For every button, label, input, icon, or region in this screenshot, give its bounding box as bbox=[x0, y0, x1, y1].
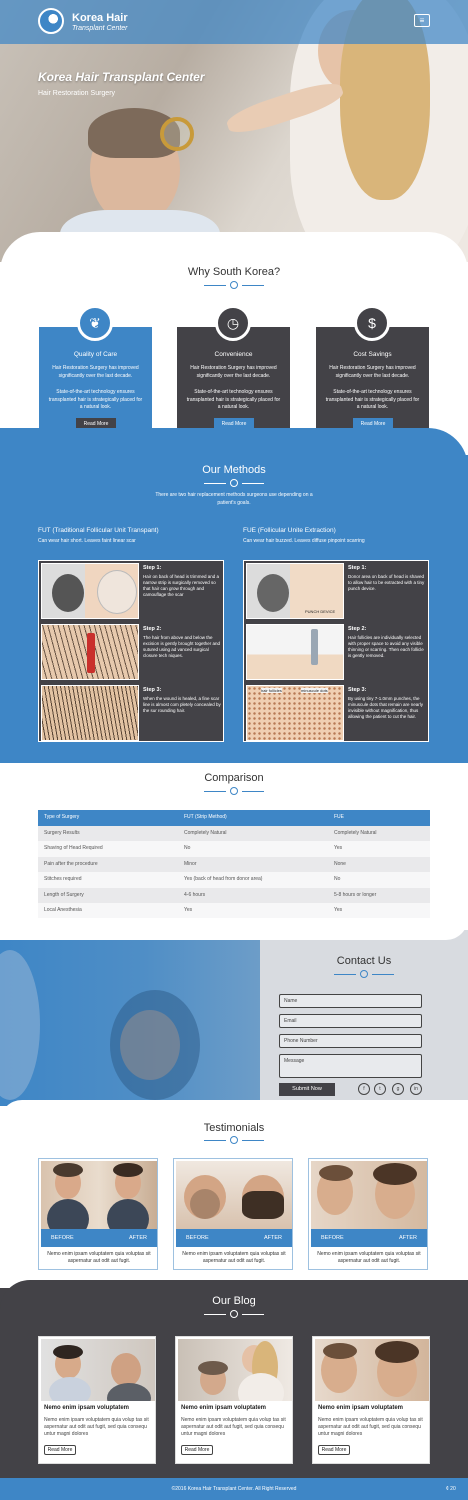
submit-button[interactable]: Submit Now bbox=[279, 1083, 335, 1096]
table-cell: Yes bbox=[334, 845, 343, 851]
fue-steps-box bbox=[243, 560, 429, 742]
testimonial-card bbox=[173, 1158, 293, 1270]
phone-field[interactable]: Phone Number bbox=[279, 1034, 422, 1048]
footer-page-indicator: ¢ 20 bbox=[446, 1486, 456, 1492]
card-quality-of-care bbox=[39, 315, 152, 437]
read-more-button[interactable]: Read More bbox=[353, 418, 393, 430]
title-ornament bbox=[204, 1310, 264, 1318]
fue-step-2-image bbox=[246, 624, 344, 680]
copyright-text: ©2016 Korea Hair Transplant Center. All Right Reserved bbox=[171, 1486, 297, 1492]
table-row bbox=[38, 826, 430, 842]
methods-intro: There are two hair replacement methods surgeons use depending on a patient's goals. bbox=[155, 492, 313, 506]
fut-step-2 bbox=[39, 622, 225, 682]
person-silhouette bbox=[0, 950, 40, 1100]
table-cell: No bbox=[334, 876, 341, 882]
after-label: AFTER bbox=[263, 1235, 282, 1241]
table-cell: Local Anesthesia bbox=[44, 907, 82, 913]
read-more-button[interactable]: Read More bbox=[76, 418, 116, 430]
blog-post-excerpt: Nemo enim ipsam voluptatem quia volup tas sit aspernatur aut odit aut fugit, sed quia consequ untur magni dolores bbox=[44, 1417, 149, 1437]
fut-subtitle: Can wear hair short. Leaves faint linear scar bbox=[38, 538, 136, 544]
comparison-table bbox=[38, 810, 430, 934]
blog-photo bbox=[41, 1339, 155, 1401]
table-row bbox=[38, 857, 430, 873]
before-after-photo bbox=[41, 1161, 157, 1229]
image-caption: hair follicles bbox=[261, 688, 282, 693]
fut-step-3-image bbox=[41, 685, 139, 741]
step-text: Hair on back of head is trimmed and a narrow strip is surgically removed so that hair can grow through and camouflage the scar bbox=[143, 574, 220, 597]
before-after-photo bbox=[311, 1161, 427, 1229]
card-text: Hair Restoration Surgery has improved significantly over the last decade. bbox=[52, 365, 139, 379]
google-plus-icon[interactable]: g bbox=[392, 1083, 404, 1095]
blog-photo bbox=[178, 1339, 292, 1401]
testimonial-card bbox=[38, 1158, 158, 1270]
table-cell: Stitches required bbox=[44, 876, 82, 882]
card-title: Cost Savings bbox=[353, 351, 392, 358]
email-field[interactable]: Email bbox=[279, 1014, 422, 1028]
table-cell: 5-8 hours or longer bbox=[334, 891, 377, 898]
table-header-cell: FUE bbox=[334, 814, 344, 820]
hands-plant-icon: ❦ bbox=[77, 305, 113, 341]
why-title: Why South Korea? bbox=[187, 266, 281, 278]
fue-subtitle: Can wear hair buzzed. Leaves diffuse pinpoint scarring bbox=[243, 538, 365, 544]
table-cell: Yes bbox=[184, 907, 193, 913]
step-text: By using tiny 7-1.0mm punches, the minuscule dots that remain are nearly invisible without magnification, thus allowing the patient to cut the hair. bbox=[348, 696, 424, 719]
hero-title: Korea Hair Transplant Center bbox=[38, 70, 205, 84]
fue-step-2 bbox=[244, 622, 430, 682]
blog-post-excerpt: Nemo enim ipsam voluptatem quia volup tas sit aspernatur aut odit aut fugit, sed quia consequ untur magni dolores bbox=[181, 1417, 286, 1437]
top-navbar bbox=[0, 0, 468, 44]
table-cell: Yes bbox=[334, 907, 343, 913]
title-ornament bbox=[204, 281, 264, 289]
step-label: Step 3: bbox=[143, 687, 162, 693]
methods-title: Our Methods bbox=[202, 464, 266, 476]
table-header-cell: Type of Surgery bbox=[44, 814, 80, 820]
card-title: Quality of Care bbox=[73, 351, 118, 358]
testimonial-text: Nemo enim ipsam voluptatem quia voluptas sit aspernatur aut odit aut fugit. bbox=[182, 1251, 286, 1264]
fue-title: FUE (Follicular Unite Extraction) bbox=[243, 527, 336, 534]
footer bbox=[0, 1478, 468, 1500]
read-more-button[interactable]: Read More bbox=[44, 1445, 76, 1455]
blog-post-title[interactable]: Nemo enim ipsam voluptatem bbox=[44, 1405, 130, 1411]
step-text: When the wound is healed, a fine scar line is almost com pletely concealed by the sur rounding hair. bbox=[143, 696, 221, 713]
facebook-icon[interactable]: f bbox=[358, 1083, 370, 1095]
after-label: AFTER bbox=[398, 1235, 417, 1241]
blog-card bbox=[38, 1336, 156, 1464]
title-ornament bbox=[204, 787, 264, 795]
blog-post-title[interactable]: Nemo enim ipsam voluptatem bbox=[181, 1405, 267, 1411]
fue-step-3 bbox=[244, 683, 430, 743]
section-curve bbox=[0, 1100, 468, 1122]
brand-tagline: Transplant Center bbox=[72, 25, 128, 32]
table-cell: No bbox=[184, 845, 191, 851]
image-caption: minuscule dots bbox=[301, 688, 328, 693]
step-label: Step 3: bbox=[348, 687, 367, 693]
fue-step-3-image bbox=[246, 685, 344, 741]
table-row bbox=[38, 841, 430, 857]
step-text: The hair from above and below the excision is gently brought together and sutured using ad vanced surgical closure tech niques. bbox=[143, 635, 221, 658]
twitter-icon[interactable]: t bbox=[374, 1083, 386, 1095]
title-ornament bbox=[204, 479, 264, 487]
linkedin-icon[interactable]: in bbox=[410, 1083, 422, 1095]
clock-icon: ◷ bbox=[215, 305, 251, 341]
table-row bbox=[38, 903, 430, 919]
card-convenience bbox=[177, 315, 290, 437]
hamburger-menu-button[interactable]: ≡ bbox=[414, 14, 430, 27]
before-label: BEFORE bbox=[51, 1235, 74, 1241]
table-row bbox=[38, 872, 430, 888]
after-label: AFTER bbox=[128, 1235, 147, 1241]
fut-step-3 bbox=[39, 683, 225, 743]
testimonial-text: Nemo enim ipsam voluptatem quia voluptas sit aspernatur aut odit aut fugit. bbox=[317, 1251, 421, 1264]
table-header-row bbox=[38, 810, 430, 826]
blog-photo bbox=[315, 1339, 429, 1401]
contact-image bbox=[0, 940, 260, 1106]
section-curve bbox=[0, 428, 468, 468]
step-text: Donor area on back of head is shaved to allow hair to be extracted with a tiny punch device. bbox=[348, 574, 425, 591]
fut-step-2-image bbox=[41, 624, 139, 680]
money-bag-icon: $ bbox=[354, 305, 390, 341]
blog-post-excerpt: Nemo enim ipsam voluptatem quia volup tas sit aspernatur aut odit aut fugit, sed quia consequ untur magni dolores bbox=[318, 1417, 423, 1437]
blog-card bbox=[175, 1336, 293, 1464]
card-text: Hair Restoration Surgery has improved significantly over the last decade. bbox=[329, 365, 416, 379]
before-after-bar bbox=[41, 1229, 157, 1247]
step-text: Hair follicles are individually selected with proper space to avoid any visible thinning or scarring. Then each follicle is gently removed. bbox=[348, 635, 424, 658]
title-ornament bbox=[334, 970, 394, 978]
step-label: Step 2: bbox=[348, 626, 367, 632]
table-cell: Yes (back of head from donor area) bbox=[184, 876, 263, 882]
card-text: Hair Restoration Surgery has improved significantly over the last decade. bbox=[190, 365, 277, 379]
man-face bbox=[120, 1010, 180, 1080]
blog-post-title[interactable]: Nemo enim ipsam voluptatem bbox=[318, 1405, 404, 1411]
card-cost-savings bbox=[316, 315, 429, 437]
table-cell: Pain after the procedure bbox=[44, 860, 98, 867]
before-after-photo bbox=[176, 1161, 292, 1229]
table-cell: Completely Natural bbox=[184, 829, 227, 836]
step-label: Step 1: bbox=[143, 565, 162, 571]
testimonial-card bbox=[308, 1158, 428, 1270]
before-label: BEFORE bbox=[321, 1235, 344, 1241]
fue-step-1-image bbox=[246, 563, 344, 619]
testimonial-text: Nemo enim ipsam voluptatem quia voluptas sit aspernatur aut odit aut fugit. bbox=[47, 1251, 151, 1264]
fut-steps-box bbox=[38, 560, 224, 742]
section-curve bbox=[0, 918, 468, 940]
name-field[interactable]: Name bbox=[279, 994, 422, 1008]
table-cell: Shaving of Head Required bbox=[44, 845, 103, 851]
table-cell: Surgery Results bbox=[44, 829, 80, 836]
card-title: Convenience bbox=[214, 351, 253, 358]
card-text: State-of-the-art technology ensures transplanted hair is strategically placed for a natural look. bbox=[325, 389, 420, 410]
title-ornament bbox=[204, 1136, 264, 1144]
table-cell: Completely Natural bbox=[334, 829, 377, 836]
testimonials-title: Testimonials bbox=[203, 1122, 265, 1134]
logo-icon[interactable] bbox=[38, 8, 64, 34]
before-after-bar bbox=[311, 1229, 427, 1247]
table-cell: 4-6 hours bbox=[184, 891, 206, 898]
fut-step-1 bbox=[39, 561, 225, 621]
magnifier-icon bbox=[160, 117, 194, 151]
comparison-title: Comparison bbox=[204, 772, 264, 784]
step-label: Step 2: bbox=[143, 626, 162, 632]
step-label: Step 1: bbox=[348, 565, 367, 571]
read-more-button[interactable]: Read More bbox=[181, 1445, 213, 1455]
hero-subtitle: Hair Restoration Surgery bbox=[38, 90, 116, 97]
blog-card bbox=[312, 1336, 430, 1464]
before-after-bar bbox=[176, 1229, 292, 1247]
read-more-button[interactable]: Read More bbox=[318, 1445, 350, 1455]
image-caption: PUNCH DEVICE bbox=[305, 609, 336, 614]
read-more-button[interactable]: Read More bbox=[214, 418, 254, 430]
table-cell: Minor bbox=[184, 860, 197, 867]
table-cell: None bbox=[334, 860, 346, 867]
table-cell: Length of Surgery bbox=[44, 891, 84, 898]
fue-step-1 bbox=[244, 561, 430, 621]
before-label: BEFORE bbox=[186, 1235, 209, 1241]
message-field[interactable]: Message bbox=[279, 1054, 422, 1078]
table-header-cell: FUT (Strip Method) bbox=[184, 814, 227, 820]
fut-title: FUT (Traditional Follicular Unit Transpant) bbox=[38, 527, 159, 534]
card-text: State-of-the-art technology ensures transplanted hair is strategically placed for a natural look. bbox=[48, 389, 143, 410]
brand-name[interactable]: Korea Hair bbox=[72, 12, 128, 24]
blog-title: Our Blog bbox=[212, 1295, 256, 1307]
card-text: State-of-the-art technology ensures transplanted hair is strategically placed for a natural look. bbox=[186, 389, 281, 410]
fut-step-1-image bbox=[41, 563, 139, 619]
contact-title: Contact Us bbox=[336, 955, 392, 967]
table-row bbox=[38, 888, 430, 904]
